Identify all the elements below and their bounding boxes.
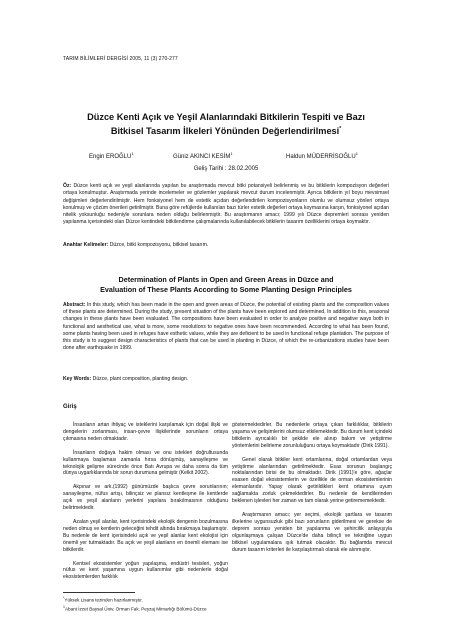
keywords-english [63, 376, 389, 382]
keywords-english-label: Key Words: [63, 376, 92, 382]
title-english [56, 275, 396, 295]
keywords-turkish [63, 242, 389, 249]
abstract-english-label: Abstract: [63, 302, 86, 308]
paragraph: İnsanların artan ihtiyaç ve isteklerini karşılamak için doğal ilişki ve dengelerin zorlanması, insan-çevre ilişkilerinde sorunların ortaya çıkmasına neden olmaktadır. [63, 422, 228, 442]
paragraph: göstermektedirler. Bu nedenlerle ortaya çıkan farklılıklar, bitkilerin yaşama ve gelişimlerini olumsuz etkilemektedir. Bu durum kent içindeki bitkilerin ayrıcalıklı bir şekilde ele alınıp bakım ve yetiştirme yöntemlerini belirleme zorunluluğunu ortaya koymaktadır (Dirik 1991). [232, 422, 392, 449]
journal-header: TARIM BİLİMLERİ DERGİSİ 2005, 11 (3) 270-277 [63, 56, 178, 62]
title-turkish [40, 111, 412, 137]
paragraph: Akpınar ve ark.(1992) günümüzde başlıca çevre sorunlarının; sanayileşme, nüfus artışı, bilinçsiz ve plansız kentleşme ile kentlerde açık ve yeşil alanların yerlerini yapılara bırakılmasının olduğunu belirtmektedir. [63, 484, 228, 512]
author-1: Engin EROĞLU$^1$ [89, 151, 134, 160]
keywords-turkish-text: Düzce, bitki kompozisyonu, bitkisel tasarım. [109, 242, 209, 248]
paragraph: Araştırmanın amacı; yer seçimi, ekolojik şartlara ve tasarım ilkelerine uygunsuzluk gibi bazı sorunların giderilmesi ve gerekse de deprem sonrası yeniden bir yapılanma ve şehircilik anlayışıyla olgunlaşmaya çalışan Düzce'de daha bilinçli ve tekniğine uygun bitkisel uygulamalara ışık tutmak olacaktır. Bu bağlamda mevcut durum tasarım kriterleri ile karşılaştırmalı olarak ele alınmıştır. [232, 511, 392, 553]
section-heading-intro: Giriş [63, 404, 77, 410]
abstract-turkish-text: Düzce kenti açık ve yeşil alanlarında yapılan bu araştırmada mevcut bitki potansiyeli belirlenmiş ve bu bitkilerin kompozisyon değerleri ortaya konulmuştur. Araştırmada yerinde incelemeler ve gözlemler yapılarak mevcut durum incelenmiştir. Ayrıca bitkilerin yıl boyu mevsimsel değişimleri değerlendirilmiştir. Hem fonksiyonel hem de estetik açıdan değerlendirilen kompozisyonların olumlu ve olumsuz yönleri ortaya konulmuş ve çözüm önerileri getirilmiştir. Buna göre refüjlerde kullanılan bazı türler estetik değerleri ortaya koymasına karşın, fonksiyonel açıdan nitelik yoksunluğu nedeniyle sorunlara neden olduğu belirlenmiştir. Bu araştırmanın amacı; 1999 yılı Düzce depremleri sonrası yeniden yapılanma içerisindeki olan Düzce kentindeki bitkilendirme çalışmalarında kullanılabilecek bitkilerin tasarım özelliklerini ortaya koymaktır. [63, 183, 389, 226]
abstract-english-text: In this study, which has been made in the open and green areas of Düzce, the potential of existing plants and the composition values of these plants are determined. During the study, present situation of the plants have been explored and determined. In addition to this, seasonal changes in these plants have been evaluated. The compositions have been evaluated in order to analyze positive and negative ways both in functional and aesthetical use, what is more, some resolutions to negative ones have been recommended. According to what has been found, some plants having been used in refuges have esthetic values, while they are deficient to be used in functional refuge plantation. The purpose of this study is to suggest design characteristics of plants that can be used in planting in Düzce, of which the re-urbanizations studies have been done after earthquake in 1999. [63, 302, 389, 352]
title-footnote-mark: * [339, 126, 342, 132]
paragraph: İnsanların doğaya hakim olması ve onu istekleri doğrultusunda kullanmaya başlaması zamanla hırsa dönüşmüş, sanayileşme ve teknolojik gelişme sürecinde önce Batı Avrupa ve daha sonra da tüm dünya uygarlıklarında bir sorun durumuna gelmiştir (Kelkit 2002). [63, 449, 228, 477]
paragraph: Azalan yeşil alanlar, kent içerisindeki ekolojik dengenin bozulmasına neden olmuş ve kentlerin geleceğini tehdit altında bırakmaya başlamıştır. Bu nedenle de kent içerisindeki açık ve yeşil alanlar kent ekolojisi için önemli yer tutmaktadır. Bu açık ve yeşil alanların en önemli elemanı ise bitkilerdir. [63, 518, 228, 553]
keywords-turkish-label: Anahtar Kelimeler: [63, 242, 109, 248]
footnote: $^1$Abant İzzet Baysal Üniv. Orman Fak. Peyzaj Mimarlığı Bölümü-Düzce [63, 604, 207, 612]
footnote: *Yüksek Lisans tezinden hazırlanmıştır. [63, 596, 143, 603]
abstract-english [63, 302, 389, 352]
paragraph: Kentsel ekosistemler yoğun yapılaşma, endüstri tesisleri, yoğun nüfus ve kent yaşamına uygun kullanımlar gibi nedenlerle doğal ekosistemlerden farklılık [63, 560, 228, 581]
title-english-line2: Evaluation of These Plants According to Some Planting Design Principles [100, 285, 352, 294]
body-column-left [63, 422, 228, 588]
author-3: Haldun MÜDERRİSOĞLU$^1$ [286, 151, 358, 160]
abstract-turkish [63, 183, 389, 227]
abstract-turkish-label: Öz: [63, 183, 72, 189]
title-english-line1: Determination of Plants in Open and Green Areas in Düzce and [118, 275, 334, 284]
paragraph: Genel olarak bitkiler kent ortamlarına, doğal ortamlardan veya yetiştirme alanlarından getirilmektedir. Esas sorunun başlangıç noktalarından birisi de bu olmaktadır. Dirik (1991)'e göre, ağaçlar esasen doğal ekosistemlerin ve özellikle de orman ekosistemlerinin elemanlarıdır. Yapay olarak getirildikleri kent ortamına uyum sağlamakta zorluk çekmektedirler. Bu nedenle de kendilerinden beklenen işlevleri her zaman ve tam olarak yerine getirememektedir. [232, 456, 392, 505]
footnotes [63, 595, 207, 612]
author-2: Güniz AKINCI KESİM$^1$ [173, 151, 233, 160]
title-turkish-line1: Düzce Kenti Açık ve Yeşil Alanlarındaki Bitkilerin Tespiti ve Bazı [87, 112, 365, 122]
footnote-divider [63, 592, 135, 593]
keywords-english-text: Düzce, plant composition, planting design. [92, 376, 189, 382]
body-column-right [232, 422, 392, 560]
title-turkish-line2: Bitkisel Tasarım İlkeleri Yönünden Değerlendirilmesi* [110, 126, 342, 137]
received-date: Geliş Tarihi : 28.02.2005 [193, 166, 259, 172]
